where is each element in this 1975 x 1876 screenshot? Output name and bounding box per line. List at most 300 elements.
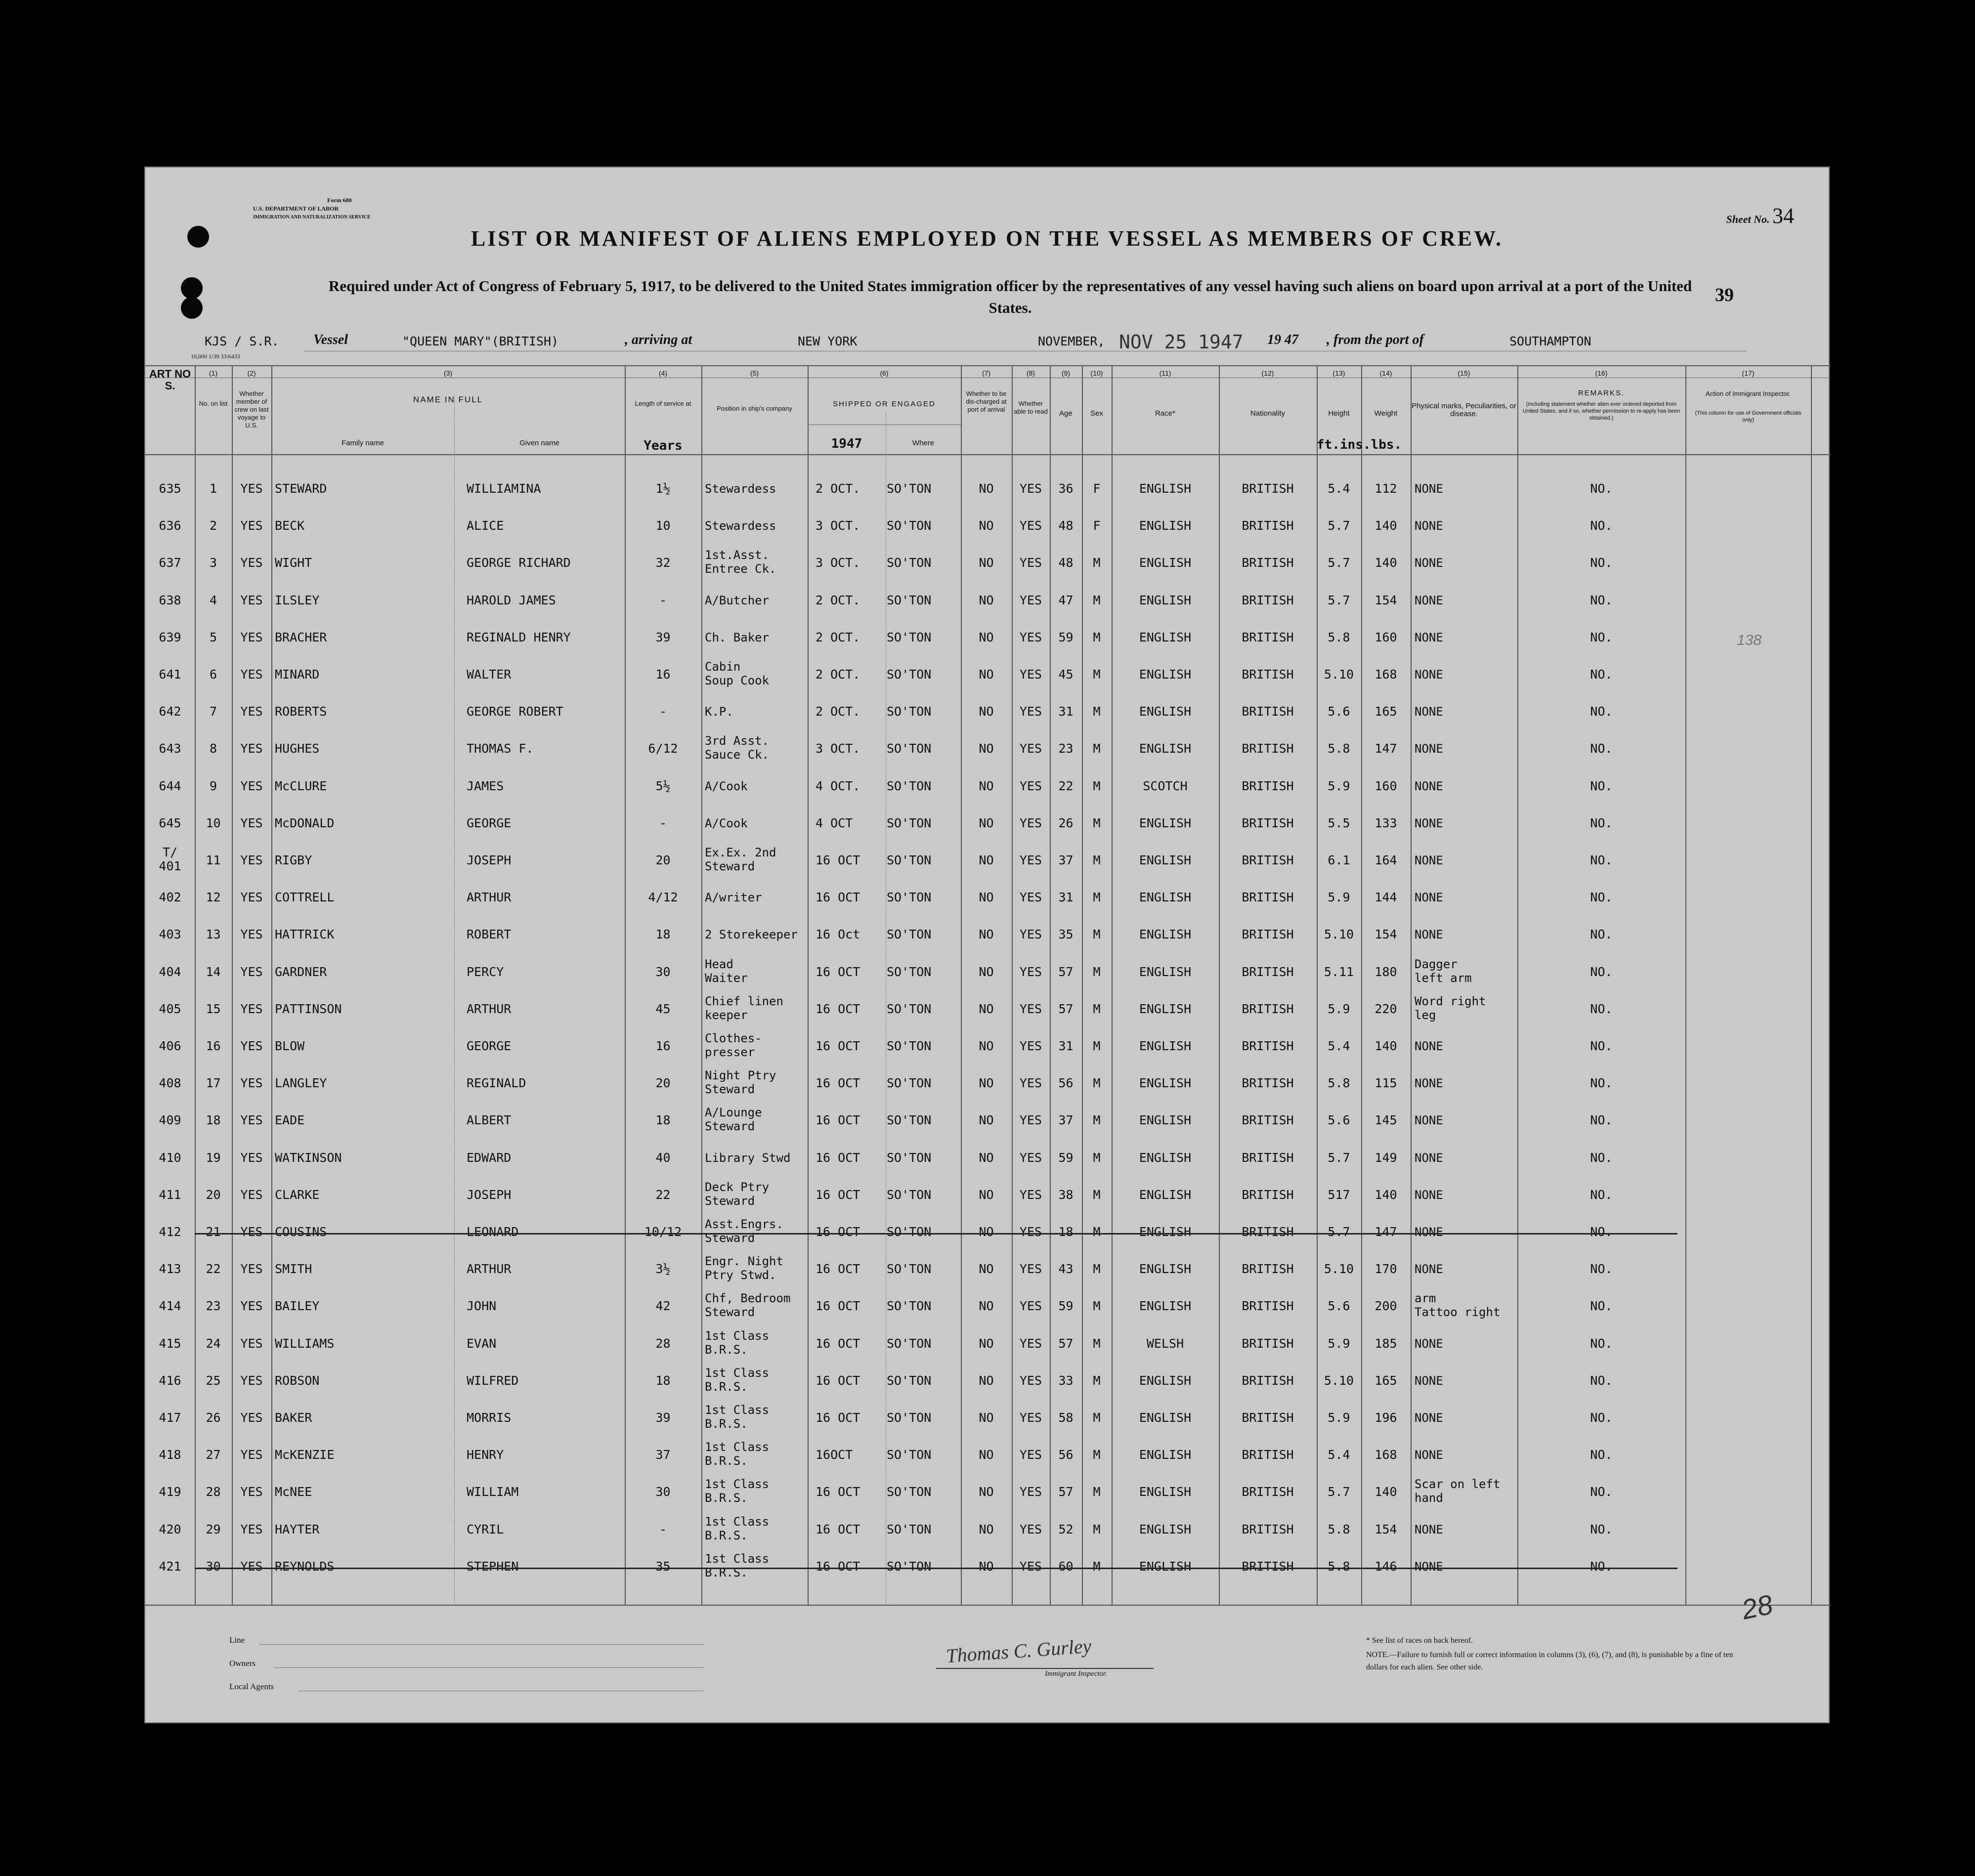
list-number: 7 [209, 704, 217, 719]
sex: M [1093, 630, 1101, 644]
race: ENGLISH [1139, 481, 1192, 496]
list-number: 3 [209, 555, 217, 570]
race: ENGLISH [1139, 964, 1192, 979]
weight: 168 [1374, 1448, 1397, 1462]
list-number: 17 [206, 1076, 221, 1091]
given-name: GEORGE [467, 1039, 512, 1053]
able-to-read: YES [1019, 1076, 1042, 1091]
family-name: EADE [275, 1113, 305, 1128]
nationality: BRITISH [1242, 1262, 1294, 1277]
sheet-number-block [1726, 203, 1795, 228]
family-name: BLOW [275, 1039, 305, 1053]
race: ENGLISH [1139, 1150, 1192, 1165]
race: WELSH [1146, 1336, 1184, 1351]
shipped-where: SO'TON [887, 555, 932, 570]
weight: 165 [1374, 704, 1397, 719]
art-number: 419 [159, 1485, 181, 1499]
discharge-status: NO [979, 518, 994, 533]
physical-marks: NONE [1415, 705, 1443, 719]
art-number: 639 [159, 630, 181, 644]
colnum-2: (2) [247, 369, 256, 377]
race: ENGLISH [1139, 1039, 1192, 1053]
sex: M [1093, 1410, 1101, 1425]
position: Deck Ptry Steward [705, 1180, 770, 1208]
age: 52 [1058, 1522, 1073, 1536]
crew-last-voyage: YES [240, 927, 263, 942]
age: 57 [1058, 1336, 1073, 1351]
crew-last-voyage: YES [240, 1485, 263, 1499]
given-name: MORRIS [467, 1410, 512, 1425]
crew-last-voyage: YES [240, 890, 263, 905]
age: 57 [1058, 1485, 1073, 1499]
table-row [145, 1365, 1831, 1398]
sex: M [1093, 704, 1101, 719]
table-row [145, 622, 1831, 654]
sex: M [1093, 1150, 1101, 1165]
shipped-date: 16OCT [816, 1448, 853, 1462]
service-header: Length of service at [635, 400, 691, 407]
physical-marks: NONE [1415, 482, 1443, 496]
age: 31 [1058, 1039, 1073, 1053]
physical-marks: NONE [1415, 816, 1443, 830]
height: 5.8 [1328, 630, 1350, 644]
arrival-month: NOVEMBER, [1038, 334, 1105, 348]
family-name: GARDNER [275, 964, 327, 979]
position: Stewardess [705, 482, 776, 496]
height: 5.8 [1328, 1076, 1350, 1091]
position: Clothes- presser [705, 1031, 762, 1059]
height: 5.9 [1328, 890, 1350, 905]
date-stamp: NOV 25 1947 [1119, 331, 1244, 353]
weight: 140 [1374, 1039, 1397, 1053]
length-of-service: 10/12 [644, 1225, 682, 1239]
crew-last-voyage: YES [240, 1001, 263, 1016]
length-of-service: - [659, 704, 667, 719]
age: 47 [1058, 593, 1073, 607]
length-of-service: 30 [655, 964, 671, 979]
name-header: NAME IN FULL [413, 395, 483, 404]
sex: M [1093, 964, 1101, 979]
shipped-date: 4 OCT. [816, 778, 860, 793]
able-to-read: YES [1019, 1187, 1042, 1202]
discharge-status: NO [979, 1187, 994, 1202]
table-row [145, 473, 1831, 506]
family-name: ILSLEY [275, 593, 320, 607]
remarks: NO. [1590, 1187, 1613, 1202]
shipped-where: SO'TON [887, 1373, 932, 1388]
weight: 168 [1374, 667, 1397, 682]
given-name: EDWARD [467, 1150, 512, 1165]
discharge-status: NO [979, 1076, 994, 1091]
height: 5.10 [1324, 667, 1354, 682]
art-number: 404 [159, 964, 181, 979]
physical-marks: NONE [1415, 1336, 1443, 1351]
family-name: McCLURE [275, 778, 327, 793]
from-port-label: , from the port of [1327, 332, 1424, 347]
list-number: 6 [209, 667, 217, 682]
discharge-status: NO [979, 815, 994, 830]
length-of-service: 42 [655, 1299, 671, 1314]
shipped-where: SO'TON [887, 1410, 932, 1425]
manifest-sheet [144, 167, 1830, 1723]
remarks: NO. [1590, 1039, 1613, 1053]
shipped-date: 2 OCT. [816, 630, 860, 644]
sex: M [1093, 1001, 1101, 1016]
race: ENGLISH [1139, 555, 1192, 570]
remarks: NO. [1590, 1448, 1613, 1462]
shipped-date: 16 OCT [816, 1150, 860, 1165]
nationality: BRITISH [1242, 1410, 1294, 1425]
shipped-where: SO'TON [887, 481, 932, 496]
crew-last-voyage: YES [240, 853, 263, 867]
remarks: NO. [1590, 741, 1613, 756]
remarks: NO. [1590, 1113, 1613, 1128]
family-name: COTTRELL [275, 890, 335, 905]
length-of-service: 35 [655, 1559, 671, 1574]
margin-note: 138 [1737, 632, 1762, 648]
colnum-14: (14) [1379, 369, 1392, 377]
weight: 144 [1374, 890, 1397, 905]
shipped-date: 16 OCT [816, 1001, 860, 1016]
position-header: Position in ship's company [717, 405, 792, 412]
able-to-read: YES [1019, 704, 1042, 719]
height: 5.6 [1328, 1299, 1350, 1314]
table-row [145, 1439, 1831, 1472]
weight: 170 [1374, 1262, 1397, 1277]
shipped-where: SO'TON [887, 1113, 932, 1128]
position: Library Stwd [705, 1151, 791, 1165]
age: 59 [1058, 1150, 1073, 1165]
able-to-read: YES [1019, 1039, 1042, 1053]
race: ENGLISH [1139, 1299, 1192, 1314]
shipped-where: SO'TON [887, 1039, 932, 1053]
able-to-read: YES [1019, 593, 1042, 607]
list-number: 1 [209, 481, 217, 496]
sex: F [1093, 518, 1101, 533]
weight: 140 [1374, 1485, 1397, 1499]
table-row [145, 1551, 1831, 1583]
given-name: HENRY [467, 1448, 504, 1462]
family-name: REYNOLDS [275, 1559, 335, 1574]
length-of-service: 16 [655, 1039, 671, 1053]
weight: 185 [1374, 1336, 1397, 1351]
family-name: SMITH [275, 1262, 312, 1277]
art-number: 642 [159, 704, 181, 719]
crew-last-voyage: YES [240, 964, 263, 979]
shipped-where: SO'TON [887, 741, 932, 756]
given-name: CYRIL [467, 1522, 504, 1536]
weight: 145 [1374, 1113, 1397, 1128]
family-name: WATKINSON [275, 1150, 342, 1165]
colnum-6: (6) [880, 369, 889, 377]
remarks: NO. [1590, 704, 1613, 719]
given-name: ARTHUR [467, 890, 512, 905]
length-of-service: 40 [655, 1150, 671, 1165]
height: 5.7 [1328, 518, 1350, 533]
age: 23 [1058, 741, 1073, 756]
crew-last-voyage: YES [240, 1187, 263, 1202]
physical-marks: NONE [1415, 1373, 1443, 1388]
remarks: NO. [1590, 964, 1613, 979]
art-number: 406 [159, 1039, 181, 1053]
height-weight-units: ft.ins.lbs. [1317, 437, 1402, 452]
action-note: (This column for use of Government officials only) [1695, 410, 1802, 423]
able-to-read: YES [1019, 1448, 1042, 1462]
family-name: HUGHES [275, 741, 320, 756]
weight: 160 [1374, 778, 1397, 793]
weight: 160 [1374, 630, 1397, 644]
table-row [145, 808, 1831, 840]
race: ENGLISH [1139, 518, 1192, 533]
discharge-status: NO [979, 1225, 994, 1239]
position: 1st Class B.R.S. [705, 1328, 770, 1357]
table-row [145, 733, 1831, 766]
position: Stewardess [705, 519, 776, 533]
form-identification [253, 196, 451, 221]
table-row [145, 547, 1831, 580]
remarks: NO. [1590, 1262, 1613, 1277]
colnum-11: (11) [1159, 369, 1171, 377]
table-row [145, 1179, 1831, 1212]
shipped-date: 16 OCT [816, 1410, 860, 1425]
nationality: BRITISH [1242, 667, 1294, 682]
list-number: 22 [206, 1262, 221, 1277]
race: ENGLISH [1139, 667, 1192, 682]
length-of-service: - [659, 815, 667, 830]
able-to-read: YES [1019, 1559, 1042, 1574]
family-name: HATTRICK [275, 927, 335, 942]
sex: M [1093, 1373, 1101, 1388]
length-of-service: 39 [655, 630, 671, 644]
list-number: 19 [206, 1150, 221, 1165]
age: 57 [1058, 964, 1073, 979]
physical-marks: NONE [1415, 853, 1443, 867]
nationality: BRITISH [1242, 593, 1294, 607]
shipped-where: SO'TON [887, 1448, 932, 1462]
length-of-service: 39 [655, 1410, 671, 1425]
art-number: 644 [159, 778, 181, 793]
age: 56 [1058, 1448, 1073, 1462]
position: A/Lounge Steward [705, 1106, 762, 1134]
race: ENGLISH [1139, 1262, 1192, 1277]
shipped-where: SO'TON [887, 1559, 932, 1574]
remarks: NO. [1590, 1076, 1613, 1091]
physical-marks: NONE [1415, 891, 1443, 905]
arrival-year: 19 47 [1267, 332, 1298, 347]
colnum-8: (8) [1026, 369, 1035, 377]
art-number: 408 [159, 1076, 181, 1091]
age: 59 [1058, 1299, 1073, 1314]
physical-marks: NONE [1415, 519, 1443, 533]
family-name: PATTINSON [275, 1001, 342, 1016]
print-code: 10,000 1/39 33/6433 [191, 353, 240, 360]
art-number: 418 [159, 1448, 181, 1462]
position: A/Butcher [705, 593, 770, 607]
weight: 154 [1374, 1522, 1397, 1536]
race: ENGLISH [1139, 630, 1192, 644]
race: ENGLISH [1139, 704, 1192, 719]
position: 1st Class B.R.S. [705, 1440, 770, 1468]
remarks: NO. [1590, 667, 1613, 682]
able-to-read: YES [1019, 815, 1042, 830]
shipped-where: SO'TON [887, 1336, 932, 1351]
inspector-signature: Thomas C. Gurley [945, 1634, 1092, 1667]
shipped-date: 16 OCT [816, 1522, 860, 1536]
department-label: U.S. DEPARTMENT OF LABOR [253, 205, 339, 212]
given-name: REGINALD HENRY [467, 630, 571, 644]
shipped-where: SO'TON [887, 890, 932, 905]
crew-last-voyage: YES [240, 1559, 263, 1574]
remarks: NO. [1590, 1001, 1613, 1016]
age: 56 [1058, 1076, 1073, 1091]
remarks: NO. [1590, 1299, 1613, 1314]
physical-marks: NONE [1415, 1039, 1443, 1053]
sex: M [1093, 1113, 1101, 1128]
height: 5.9 [1328, 1336, 1350, 1351]
shipped-date: 2 OCT. [816, 667, 860, 682]
family-name-header: Family name [342, 439, 384, 447]
weight: 140 [1374, 518, 1397, 533]
years-unit: Years [644, 438, 683, 453]
list-number: 8 [209, 741, 217, 756]
art-number: 641 [159, 667, 181, 682]
nationality: BRITISH [1242, 815, 1294, 830]
able-to-read: YES [1019, 1001, 1042, 1016]
remarks: NO. [1590, 778, 1613, 793]
art-number: 402 [159, 890, 181, 905]
remarks: NO. [1590, 630, 1613, 644]
family-name: LANGLEY [275, 1076, 327, 1091]
table-row [145, 1253, 1831, 1286]
remarks: NO. [1590, 555, 1613, 570]
given-name-header: Given name [519, 439, 559, 447]
remarks: NO. [1590, 593, 1613, 607]
length-of-service: 20 [655, 1076, 671, 1091]
table-row [145, 919, 1831, 951]
discharge-status: NO [979, 853, 994, 867]
race: ENGLISH [1139, 1225, 1192, 1239]
page-title: LIST OR MANIFEST OF ALIENS EMPLOYED ON THE VESSEL AS MEMBERS OF CREW. [471, 226, 1503, 251]
shipped-where: SO'TON [887, 1001, 932, 1016]
art-number: 410 [159, 1150, 181, 1165]
race: ENGLISH [1139, 1485, 1192, 1499]
table-row [145, 1067, 1831, 1100]
given-name: WILLIAM [467, 1485, 519, 1499]
given-name: JOHN [467, 1299, 497, 1314]
able-to-read: YES [1019, 1225, 1042, 1239]
age: 35 [1058, 927, 1073, 942]
nationality: BRITISH [1242, 518, 1294, 533]
physical-marks: Dagger left arm [1415, 957, 1472, 985]
physical-marks: Scar on left hand [1415, 1477, 1501, 1505]
age: 59 [1058, 630, 1073, 644]
physical-marks: NONE [1415, 928, 1443, 942]
sex: M [1093, 1039, 1101, 1053]
sex: M [1093, 1522, 1101, 1536]
physical-marks: NONE [1415, 1225, 1443, 1239]
remarks: NO. [1590, 481, 1613, 496]
height: 5.7 [1328, 1225, 1350, 1239]
able-to-read: YES [1019, 518, 1042, 533]
position: Chief linen keeper [705, 994, 783, 1022]
colnum-16: (16) [1595, 369, 1608, 377]
length-of-service: 37 [655, 1448, 671, 1462]
table-row [145, 770, 1831, 803]
colnum-3: (3) [443, 369, 453, 377]
shipped-date: 16 OCT [816, 1076, 860, 1091]
race: ENGLISH [1139, 1113, 1192, 1128]
list-number: 23 [206, 1299, 221, 1314]
shipped-date: 16 OCT [816, 1299, 860, 1314]
arriving-label: , arriving at [625, 332, 692, 347]
nationality: BRITISH [1242, 1225, 1294, 1239]
art-number: 414 [159, 1299, 181, 1314]
family-name: HAYTER [275, 1522, 320, 1536]
given-name: ALBERT [467, 1113, 512, 1128]
shipped-date: 16 OCT [816, 1485, 860, 1499]
discharge-status: NO [979, 1113, 994, 1128]
given-name: PERCY [467, 964, 504, 979]
family-name: BAILEY [275, 1299, 320, 1314]
vessel-label: Vessel [313, 332, 348, 347]
race: SCOTCH [1143, 778, 1188, 793]
able-to-read: YES [1019, 555, 1042, 570]
given-name: JOSEPH [467, 853, 512, 867]
shipped-date: 2 OCT. [816, 593, 860, 607]
race: ENGLISH [1139, 1559, 1192, 1574]
sex: M [1093, 1336, 1101, 1351]
discharge-status: NO [979, 964, 994, 979]
list-number: 20 [206, 1187, 221, 1202]
able-to-read: YES [1019, 481, 1042, 496]
weight: 147 [1374, 1225, 1397, 1239]
crew-last-voyage: YES [240, 1299, 263, 1314]
height: 5.7 [1328, 593, 1350, 607]
shipped-where: SO'TON [887, 1150, 932, 1165]
crew-last-voyage: YES [240, 704, 263, 719]
punch-hole [181, 277, 203, 299]
age: 58 [1058, 1410, 1073, 1425]
colnum-7: (7) [982, 369, 991, 377]
length-of-service: 22 [655, 1187, 671, 1202]
given-name: JOSEPH [467, 1187, 512, 1202]
age: 38 [1058, 1187, 1073, 1202]
length-of-service: 28 [655, 1336, 671, 1351]
nationality: BRITISH [1242, 741, 1294, 756]
remarks: NO. [1590, 518, 1613, 533]
height: 5.8 [1328, 741, 1350, 756]
able-to-read: YES [1019, 1522, 1042, 1536]
weight: 146 [1374, 1559, 1397, 1574]
list-no-header: No. on list [199, 400, 228, 407]
able-to-read: YES [1019, 1299, 1042, 1314]
discharge-status: NO [979, 1001, 994, 1016]
length-of-service: 3½ [655, 1262, 671, 1277]
tally-note: 28 [1739, 1588, 1776, 1625]
colnum-5: (5) [750, 369, 759, 377]
crew-last-voyage: YES [240, 815, 263, 830]
weight-header: Weight [1374, 409, 1398, 418]
table-row [145, 1402, 1831, 1435]
given-name: HAROLD JAMES [467, 593, 556, 607]
age: 18 [1058, 1225, 1073, 1239]
family-name: MINARD [275, 667, 320, 682]
sex: M [1093, 1225, 1101, 1239]
age: 37 [1058, 1113, 1073, 1128]
height: 5.7 [1328, 1485, 1350, 1499]
family-name: COUSINS [275, 1225, 327, 1239]
service-label: IMMIGRATION AND NATURALIZATION SERVICE [253, 214, 371, 220]
